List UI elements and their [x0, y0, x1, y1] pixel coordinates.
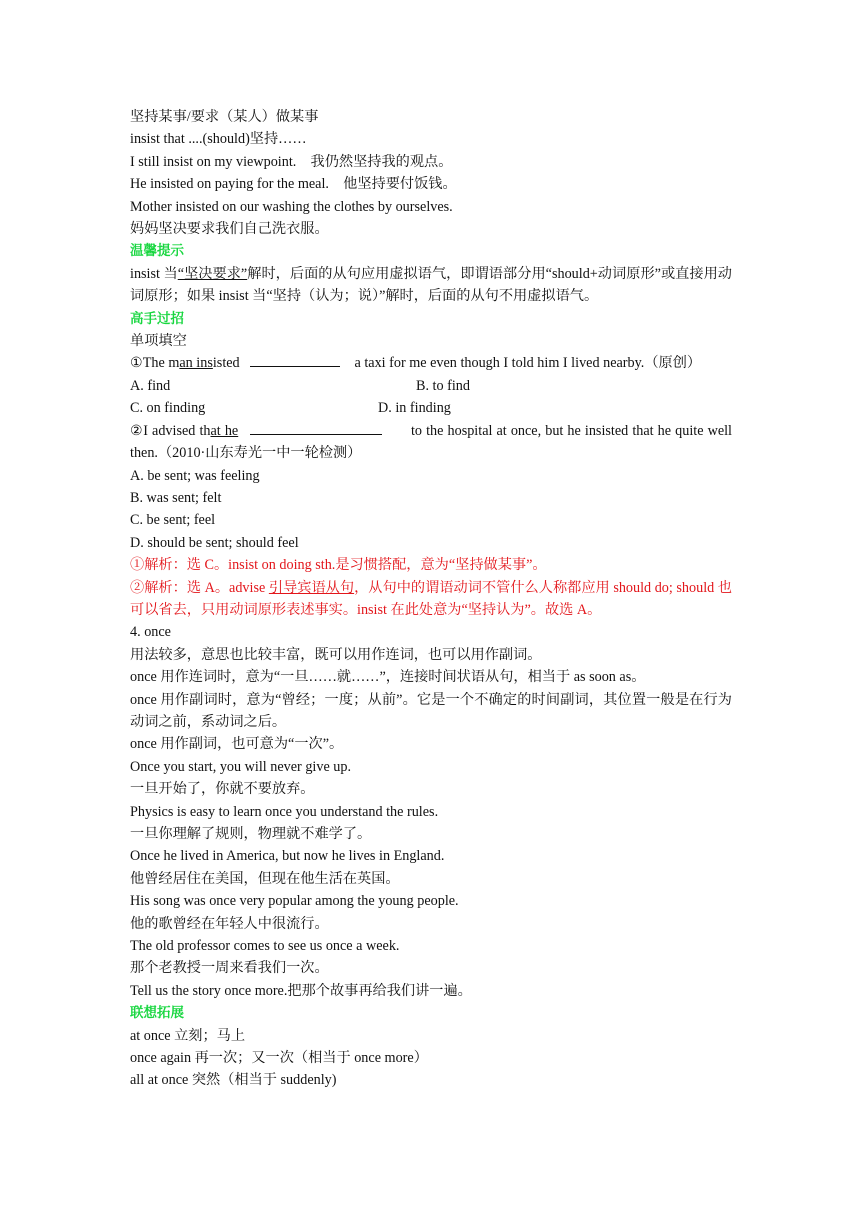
tip-paragraph: insist 当“坚决要求”解时，后面的从句应用虚拟语气，即谓语部分用“should+动词原形”或直接用动词原形；如果 insist 当“坚持（认为；说）”解时，后面的从句不用虚拟语气。 [130, 265, 732, 305]
answer-2: ②解析：选 A。advise 引导宾语从句，从句中的谓语动词不管什么人称都应用 should do; should 也可以省去，只用动词原形表述事实。insist 在此处意为“坚持认为”。故选 A。 [130, 579, 732, 618]
option-d: D. in finding [378, 400, 451, 417]
example-line: Tell us the story once more.把那个故事再给我们讲一遍。 [130, 982, 472, 999]
question-1: ①The man insisted a taxi for me even though I told him I lived nearby.（原创） [130, 352, 732, 374]
question-1-options-row [130, 397, 732, 419]
option-b: B. to find [416, 377, 470, 394]
example-en: Physics is easy to learn once you understand the rules. [130, 803, 439, 820]
phrase-item: at once 立刻；马上 [130, 1027, 246, 1044]
question-1-options-row [130, 375, 732, 397]
example-zh: 一旦你理解了规则，物理就不难学了。 [130, 826, 372, 842]
question-2-option-a: A. be sent; was feeling [130, 467, 260, 484]
text-line: once 用作副词，也可意为“一次”。 [130, 736, 344, 753]
question-2: ②I advised that he to the hospital at once, but he insisted that he quite well then.（2010·山东寿光一中一轮检测） [130, 420, 732, 465]
example-zh: 他曾经居住在美国，但现在他生活在英国。 [130, 870, 400, 887]
example-line: Mother insisted on our washing the clothes by ourselves. [130, 198, 453, 215]
question-2-option-d: D. should be sent; should feel [130, 534, 299, 551]
example-line: I still insist on my viewpoint. 我仍然坚持我的观点。 [130, 153, 453, 170]
section-title: 4. once [130, 624, 171, 641]
phrase-item: once again 再一次；又一次（相当于 once more） [130, 1050, 428, 1067]
option-a: A. find [130, 377, 171, 394]
phrase-item: all at once 突然（相当于 suddenly) [130, 1072, 337, 1089]
practice-type: 单项填空 [130, 333, 187, 350]
question-2-option-c: C. be sent; feel [130, 512, 216, 529]
text-line: insist that ....(should)坚持…… [130, 131, 307, 148]
translation-line: 妈妈坚决要求我们自己洗衣服。 [130, 221, 329, 238]
example-en: The old professor comes to see us once a week. [130, 938, 400, 955]
expand-heading: 联想拓展 [130, 1005, 184, 1022]
example-zh: 一旦开始了，你就不要放弃。 [130, 781, 315, 798]
text-line: 用法较多，意思也比较丰富，既可以用作连词，也可以用作副词。 [130, 646, 542, 663]
text-line: once 用作连词时，意为“一旦……就……”，连接时间状语从句，相当于 as soon as。 [130, 669, 646, 686]
example-en: Once you start, you will never give up. [130, 758, 352, 775]
answer-1: ①解析：选 C。insist on doing sth.是习惯搭配，意为“坚持做某事”。 [130, 557, 547, 574]
text-paragraph: once 用作副词时，意为“曾经；一度；从前”。它是一个不确定的时间副词，其位置一般是在行为动词之前，系动词之后。 [130, 691, 732, 730]
practice-heading: 高手过招 [130, 310, 184, 327]
text-line: 坚持某事/要求（某人）做某事 [130, 109, 319, 125]
question-2-option-b: B. was sent; felt [130, 489, 222, 506]
option-c: C. on finding [130, 400, 206, 417]
example-zh: 他的歌曾经在年轻人中很流行。 [130, 915, 329, 932]
example-en: His song was once very popular among the young people. [130, 893, 459, 910]
answer-blank [250, 420, 382, 435]
tip-heading: 温馨提示 [130, 243, 184, 260]
example-line: He insisted on paying for the meal. 他坚持要付饭钱。 [130, 176, 457, 193]
example-en: Once he lived in America, but now he lives in England. [130, 848, 445, 865]
example-zh: 那个老教授一周来看我们一次。 [130, 960, 329, 977]
answer-blank [250, 352, 340, 367]
document-page [130, 106, 732, 1092]
